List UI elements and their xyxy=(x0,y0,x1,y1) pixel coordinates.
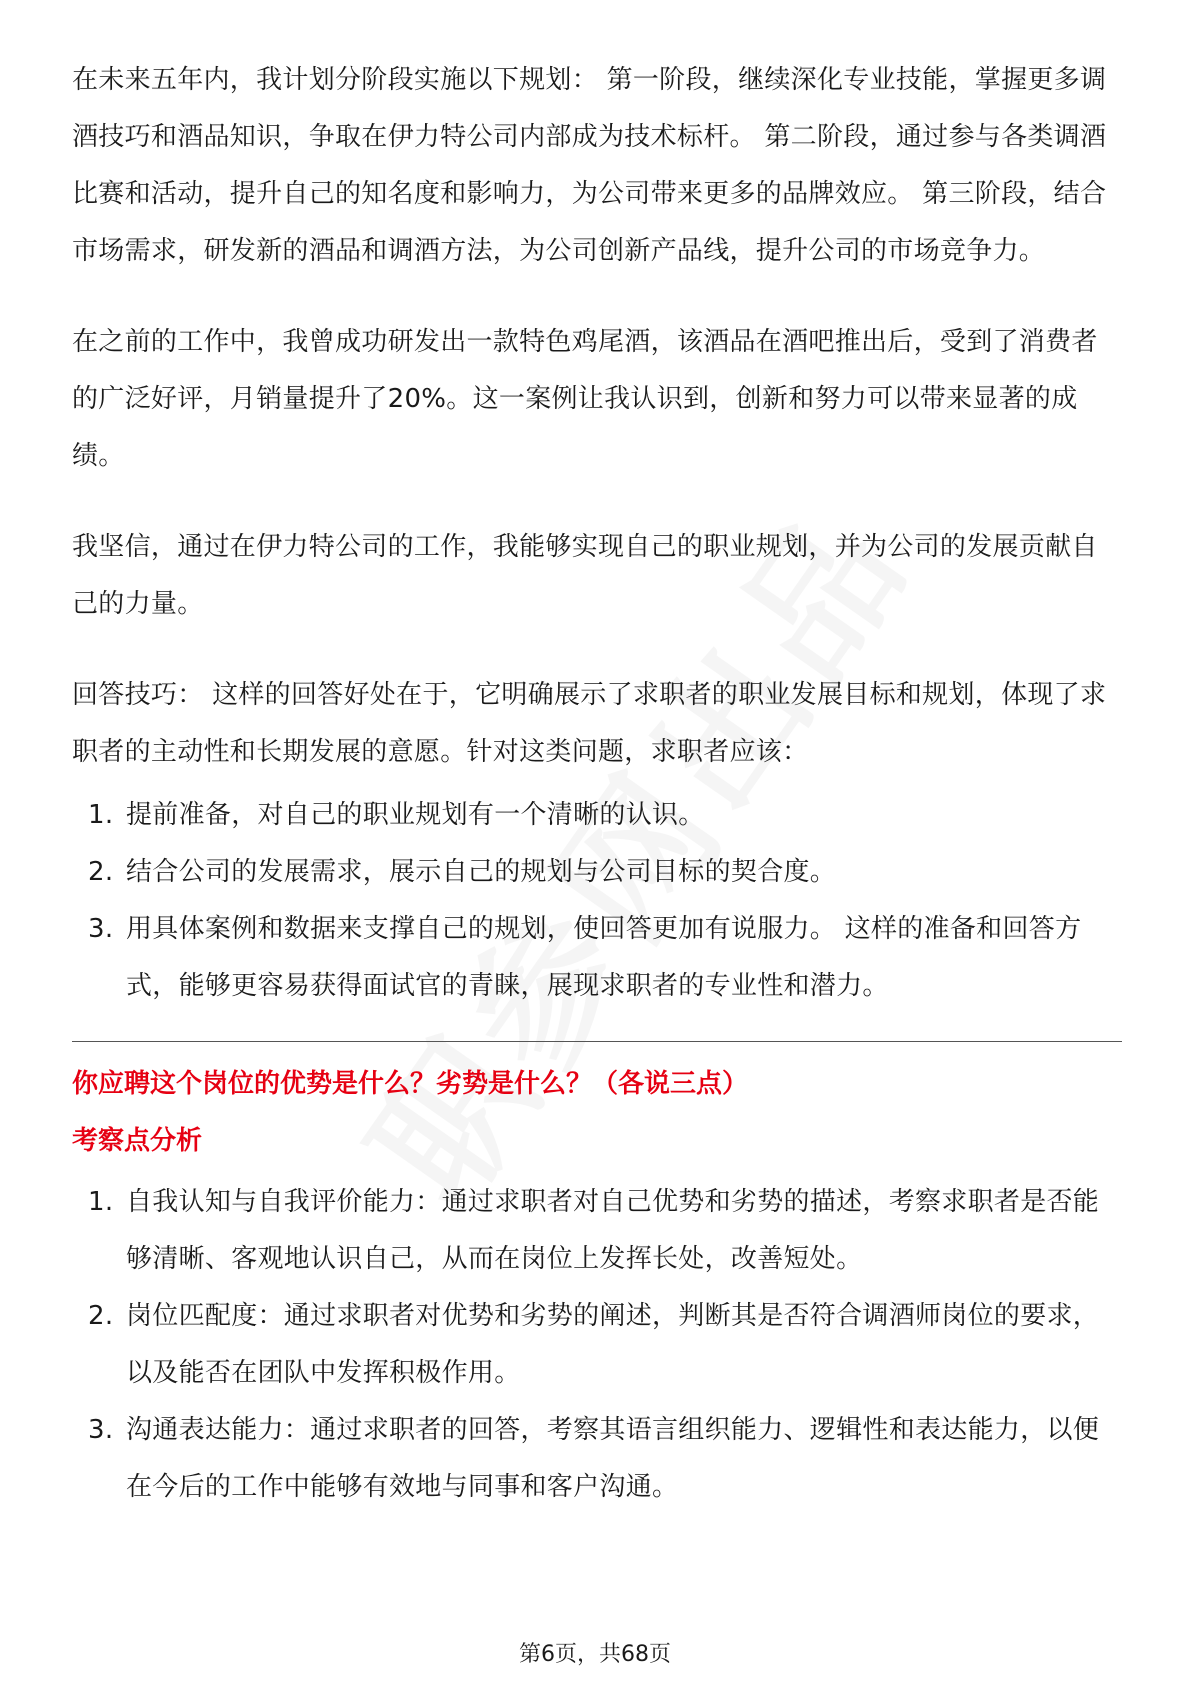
paragraph-five-year-plan: 在未来五年内，我计划分阶段实施以下规划： 第一阶段，继续深化专业技能，掌握更多调酒技巧和酒品知识，争取在伊力特公司内部成为技术标杆。 第二阶段，通过参与各类调酒比赛和活动，提升自己的知名度和影响力，为公司带来更多的品牌效应。 第三阶段，结合市场需求，研发新的酒品和调酒方法，为公司创新产品线，提升公司的市场竞争力。 xyxy=(72,65,1107,266)
list-item-text: 岗位匹配度：通过求职者对优势和劣势的阐述，判断其是否符合调酒师岗位的要求，以及能否在团队中发挥积极作用。 xyxy=(126,1301,1100,1388)
list-number: 3. xyxy=(88,1415,114,1445)
list-item-text: 自我认知与自我评价能力：通过求职者对自己优势和劣势的描述，考察求职者是否能够清晰、客观地认识自己，从而在岗位上发挥长处，改善短处。 xyxy=(126,1187,1100,1274)
list-item xyxy=(72,1402,1122,1516)
tips-list xyxy=(72,787,1122,1015)
section-divider xyxy=(72,1041,1122,1042)
paragraph-conviction: 我坚信，通过在伊力特公司的工作，我能够实现自己的职业规划，并为公司的发展贡献自己的力量。 xyxy=(72,532,1098,619)
analysis-heading: 考察点分析 xyxy=(72,1126,203,1156)
list-item xyxy=(72,901,1122,1015)
page-footer: 第6页，共68页 xyxy=(519,1642,671,1667)
question-heading: 你应聘这个岗位的优势是什么？劣势是什么？（各说三点） xyxy=(72,1069,749,1099)
list-number: 1. xyxy=(88,800,114,830)
paragraph-answer-tips: 回答技巧： 这样的回答好处在于，它明确展示了求职者的职业发展目标和规划，体现了求职者的主动性和长期发展的意愿。针对这类问题，求职者应该： xyxy=(72,680,1107,767)
list-item xyxy=(72,787,1122,844)
list-number: 3. xyxy=(88,914,114,944)
list-item-text: 用具体案例和数据来支撑自己的规划，使回答更加有说服力。 这样的准备和回答方式，能够更容易获得面试官的青睐，展现求职者的专业性和潜力。 xyxy=(126,914,1082,1001)
list-item-text: 沟通表达能力：通过求职者的回答，考察其语言组织能力、逻辑性和表达能力，以便在今后的工作中能够有效地与同事和客户沟通。 xyxy=(126,1415,1100,1502)
list-number: 2. xyxy=(88,857,114,887)
analysis-list xyxy=(72,1174,1122,1516)
list-number: 1. xyxy=(88,1187,114,1217)
paragraph-past-case: 在之前的工作中，我曾成功研发出一款特色鸡尾酒，该酒品在酒吧推出后，受到了消费者的广泛好评，月销量提升了20%。这一案例让我认识到，创新和努力可以带来显著的成绩。 xyxy=(72,327,1098,471)
list-item xyxy=(72,1174,1122,1288)
list-item-text: 提前准备，对自己的职业规划有一个清晰的认识。 xyxy=(126,800,705,830)
list-item xyxy=(72,1288,1122,1402)
document-page xyxy=(72,52,1122,1516)
list-item-text: 结合公司的发展需求，展示自己的规划与公司目标的契合度。 xyxy=(126,857,837,887)
list-number: 2. xyxy=(88,1301,114,1331)
list-item xyxy=(72,844,1122,901)
